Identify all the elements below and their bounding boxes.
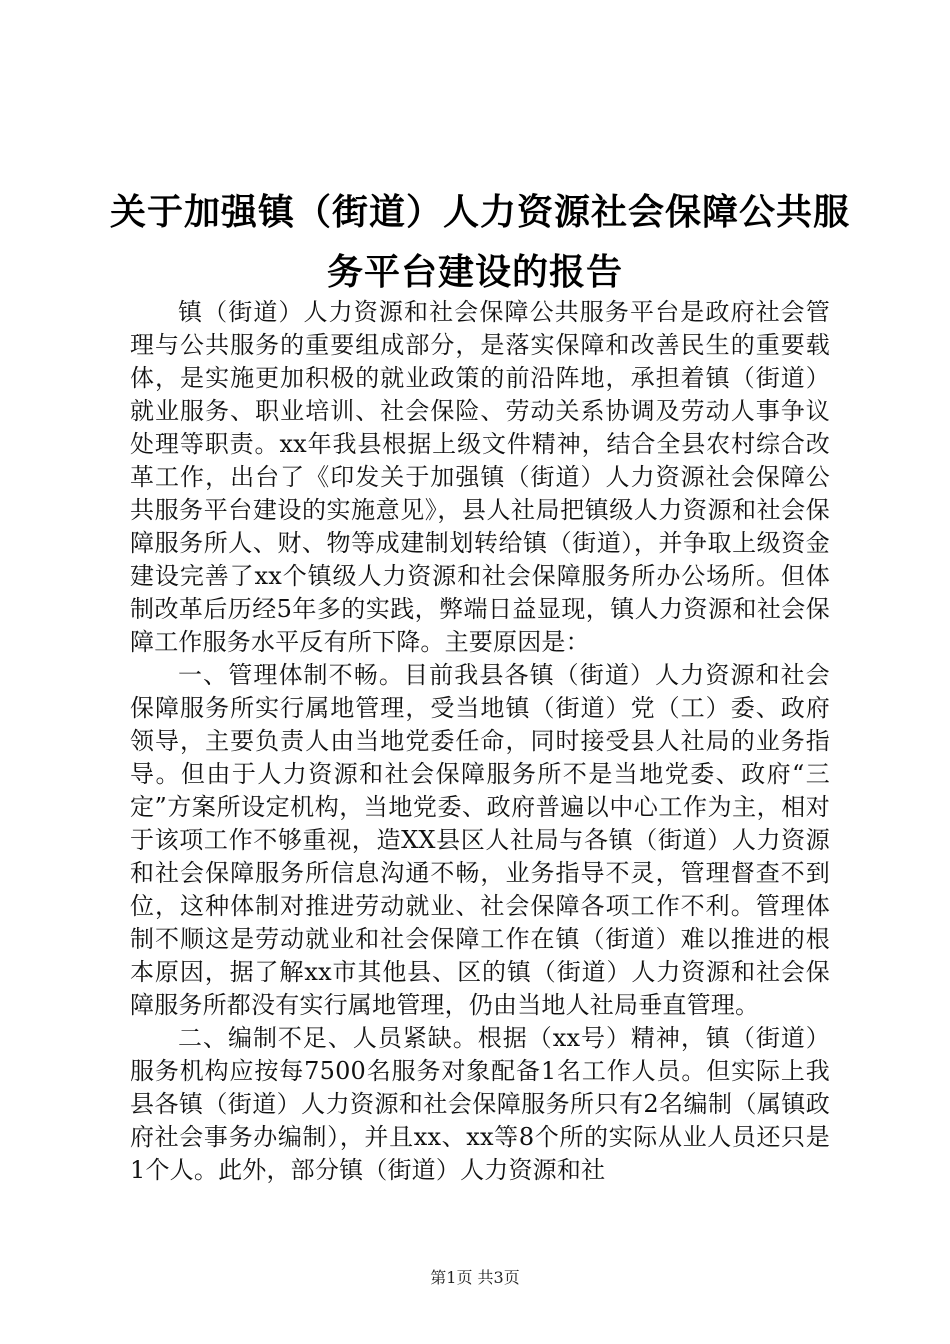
title-line-1: 关于加强镇（街道）人力资源社会保障公共服: [110, 192, 851, 233]
title-line-2: 务平台建设的报告: [326, 252, 623, 293]
page-number-footer: 第1页 共3页: [430, 1268, 520, 1287]
paragraph-intro: 镇（街道）人力资源和社会保障公共服务平台是政府社会管理与公共服务的重要组成部分，是落实保障和改善民生的重要载体，是实施更加积极的就业政策的前沿阵地，承担着镇（街道）就业服务、职业培训、社会保险、劳动关系协调及劳动人事争议处理等职责。xx年我县根据上级文件精神，结合全县农村综合改革工作，出台了《印发关于加强镇（街道）人力资源社会保障公共服务平台建设的实施意见》，县人社局把镇级人力资源和社会保障服务所人、财、物等成建制划转给镇（街道），并争取上级资金建设完善了xx个镇级人力资源和社会保障服务所办公场所。但体制改革后历经5年多的实践，弊端日益显现，镇人力资源和社会保障工作服务水平反有所下降。主要原因是：: [130, 298, 830, 656]
paragraph-staffing: 二、编制不足、人员紧缺。根据（xx号）精神，镇（街道）服务机构应按每7500名服务对象配备1名工作人员。但实际上我县各镇（街道）人力资源和社会保障服务所只有2名编制（属镇政府社会事务办编制），并且xx、xx等8个所的实际从业人员还只是1个人。此外，部分镇（街道）人力资源和社: [130, 1024, 830, 1184]
document-title: [110, 183, 851, 303]
paragraph-management-system: 一、管理体制不畅。目前我县各镇（街道）人力资源和社会保障服务所实行属地管理，受当地镇（街道）党（工）委、政府领导，主要负责人由当地党委任命，同时接受县人社局的业务指导。但由于人力资源和社会保障服务所不是当地党委、政府“三定”方案所设定机构，当地党委、政府普遍以中心工作为主，相对于该项工作不够重视，造XX县区人社局与各镇（街道）人力资源和社会保障服务所信息沟通不畅，业务指导不灵，管理督查不到位，这种体制对推进劳动就业、社会保障各项工作不利。管理体制不顺这是劳动就业和社会保障工作在镇（街道）难以推进的根本原因，据了解xx市其他县、区的镇（街道）人力资源和社会保障服务所都没有实行属地管理，仍由当地人社局垂直管理。: [130, 661, 830, 1019]
document-body: [130, 296, 830, 1187]
